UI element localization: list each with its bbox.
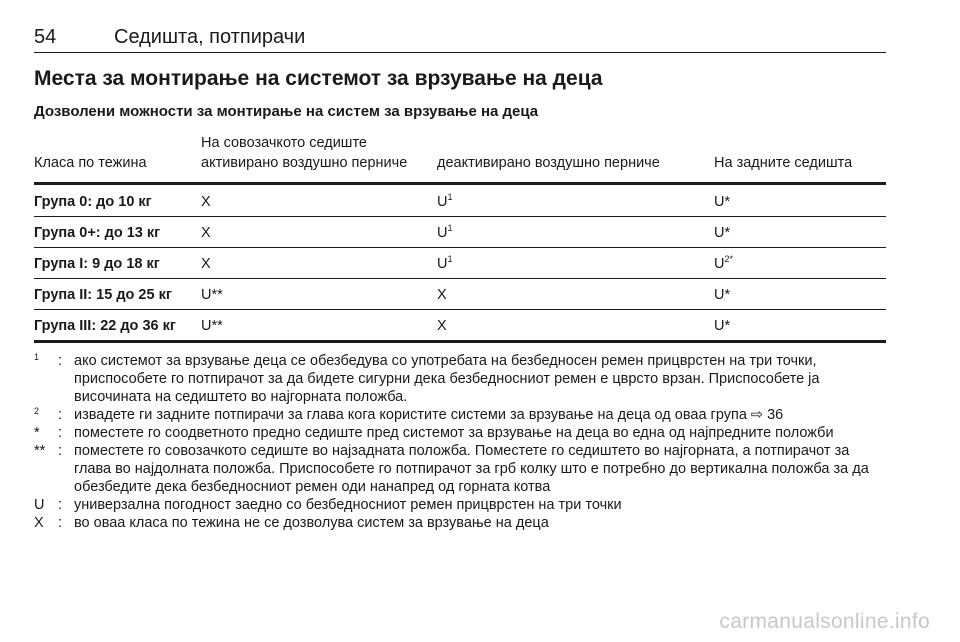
- footnote-item: $^1$ : ако системот за врзување деца се обезбедува со употребата на безбедносен ремен прицврстен на три точки, приспособете го потпирачот за да бидете сигурни дека безбедносниот ремен е цврсто врзан. Приспособете ја височината на седиштето во најгорната положба.: [34, 352, 890, 406]
- subsection-title: Дозволени можности за монтирање на систем за врзување на деца: [34, 103, 539, 120]
- page-header: [34, 26, 886, 53]
- section-title: Места за монтирање на системот за врзување на деца: [34, 67, 603, 90]
- footnote-mark: 1: [34, 352, 40, 362]
- group-header: На совозачкото седиште: [201, 135, 367, 151]
- table-cell-airbag-off: X: [437, 318, 447, 334]
- table-row-divider: [34, 216, 886, 217]
- table-cell-class: Група II: 15 до 25 кг: [34, 287, 172, 303]
- table-cell-rear: U*: [714, 287, 731, 303]
- footnote-mark: 2: [34, 406, 40, 416]
- footnote-item: $^2$ : извадете ги задните потпирачи за глава кога користите системи за врзување на деца од оваа група ⇨ 36: [34, 406, 784, 423]
- table-cell-class: Група 0+: до 13 кг: [34, 225, 161, 241]
- table-cell-rear: U*: [714, 318, 731, 334]
- footnote-text: во оваа класа по тежина не се дозволува систем за врзување на деца: [74, 515, 549, 531]
- footnotes: [34, 352, 890, 532]
- table-row-divider: [34, 278, 886, 279]
- footnote-text: извадете ги задните потпирачи за глава кога користите системи за врзување на деца од оваа група: [74, 407, 747, 423]
- header-title: Седишта, потпирачи: [114, 26, 306, 48]
- footnote-text: универзална погодност заедно со безбедносниот ремен прицврстен на три точки: [74, 497, 622, 513]
- table-cell-airbag-on: U**: [201, 318, 223, 334]
- watermark: carmanualsonline.info: [719, 610, 930, 633]
- column-header-weight-class: Класа по тежина: [34, 155, 147, 171]
- table-header-rule: [34, 182, 886, 185]
- footnote-item: U : универзална погодност заедно со безбедносниот ремен прицврстен на три точки: [34, 496, 890, 514]
- footnote-mark: **: [34, 443, 46, 459]
- table-cell-class: Група I: 9 до 18 кг: [34, 256, 160, 272]
- footnote-item: ** : поместете го совозачкото седиште во најзадната положба. Поместете го седиштето во најгорната, а потпирачот за глава во најдолната положба. Приспособете го потпирачот за грб колку што е потребно до вертикална положба за да обезбедите дека безбедносниот ремен оди нанапред од горната котва: [34, 442, 890, 496]
- table-cell-airbag-on: U**: [201, 287, 223, 303]
- footnote-item: * : поместете го соодветното предно седиште пред системот за врзување на деца во една од најпредните положби: [34, 424, 890, 442]
- table-cell-airbag-off: $U^1$: [437, 223, 453, 241]
- table-cell-rear: U*: [714, 225, 731, 241]
- table-cell-airbag-off: X: [437, 287, 447, 303]
- page-number: 54: [34, 26, 57, 48]
- table-bottom-rule: [34, 340, 886, 343]
- table-cell-class: Група III: 22 до 36 кг: [34, 318, 176, 334]
- table-cell-airbag-on: X: [201, 225, 211, 241]
- table-row-divider: [34, 309, 886, 310]
- column-header-airbag-off: деактивирано воздушно перниче: [437, 155, 660, 171]
- table-cell-rear: U*: [714, 194, 731, 210]
- table-cell-airbag-on: X: [201, 194, 211, 210]
- column-header-airbag-on: активирано воздушно перниче: [201, 155, 408, 171]
- table-row-divider: [34, 247, 886, 248]
- table-cell-airbag-off: $U^1$: [437, 254, 453, 272]
- table-cell-airbag-on: X: [201, 256, 211, 272]
- table-cell-rear: $U^{2*}$: [714, 254, 733, 272]
- table-cell-airbag-off: $U^1$: [437, 192, 453, 210]
- footnote-text: поместете го соодветното предно седиште пред системот за врзување на деца во една од најпредните положби: [74, 425, 834, 441]
- footnote-text: ако системот за врзување деца се обезбедува со употребата на безбедносен ремен прицврстен на три точки, приспособете го потпирачот за да бидете сигурни дека безбедносниот ремен е цврсто врзан. Приспособете ја височината на седиштето во најгорната положба.: [74, 353, 820, 405]
- arrow-ref-icon: ⇨: [750, 407, 764, 423]
- table-cell-class: Група 0: до 10 кг: [34, 194, 152, 210]
- footnote-item: X : во оваа класа по тежина не се дозволува систем за врзување на деца: [34, 514, 890, 532]
- footnote-mark: U: [34, 497, 45, 513]
- footnote-mark: X: [34, 515, 44, 531]
- footnote-mark: *: [34, 425, 40, 441]
- page-reference-link[interactable]: 36: [767, 407, 784, 423]
- column-header-rear-seats: На задните седишта: [714, 155, 853, 171]
- footnote-text: поместете го совозачкото седиште во најзадната положба. Поместете го седиштето во најгорната, а потпирачот за глава во најдолната положба. Приспособете го потпирачот за грб колку што е потребно до вертикална положба за да обезбедите дека безбедносниот ремен оди нанапред од горната котва: [74, 443, 869, 495]
